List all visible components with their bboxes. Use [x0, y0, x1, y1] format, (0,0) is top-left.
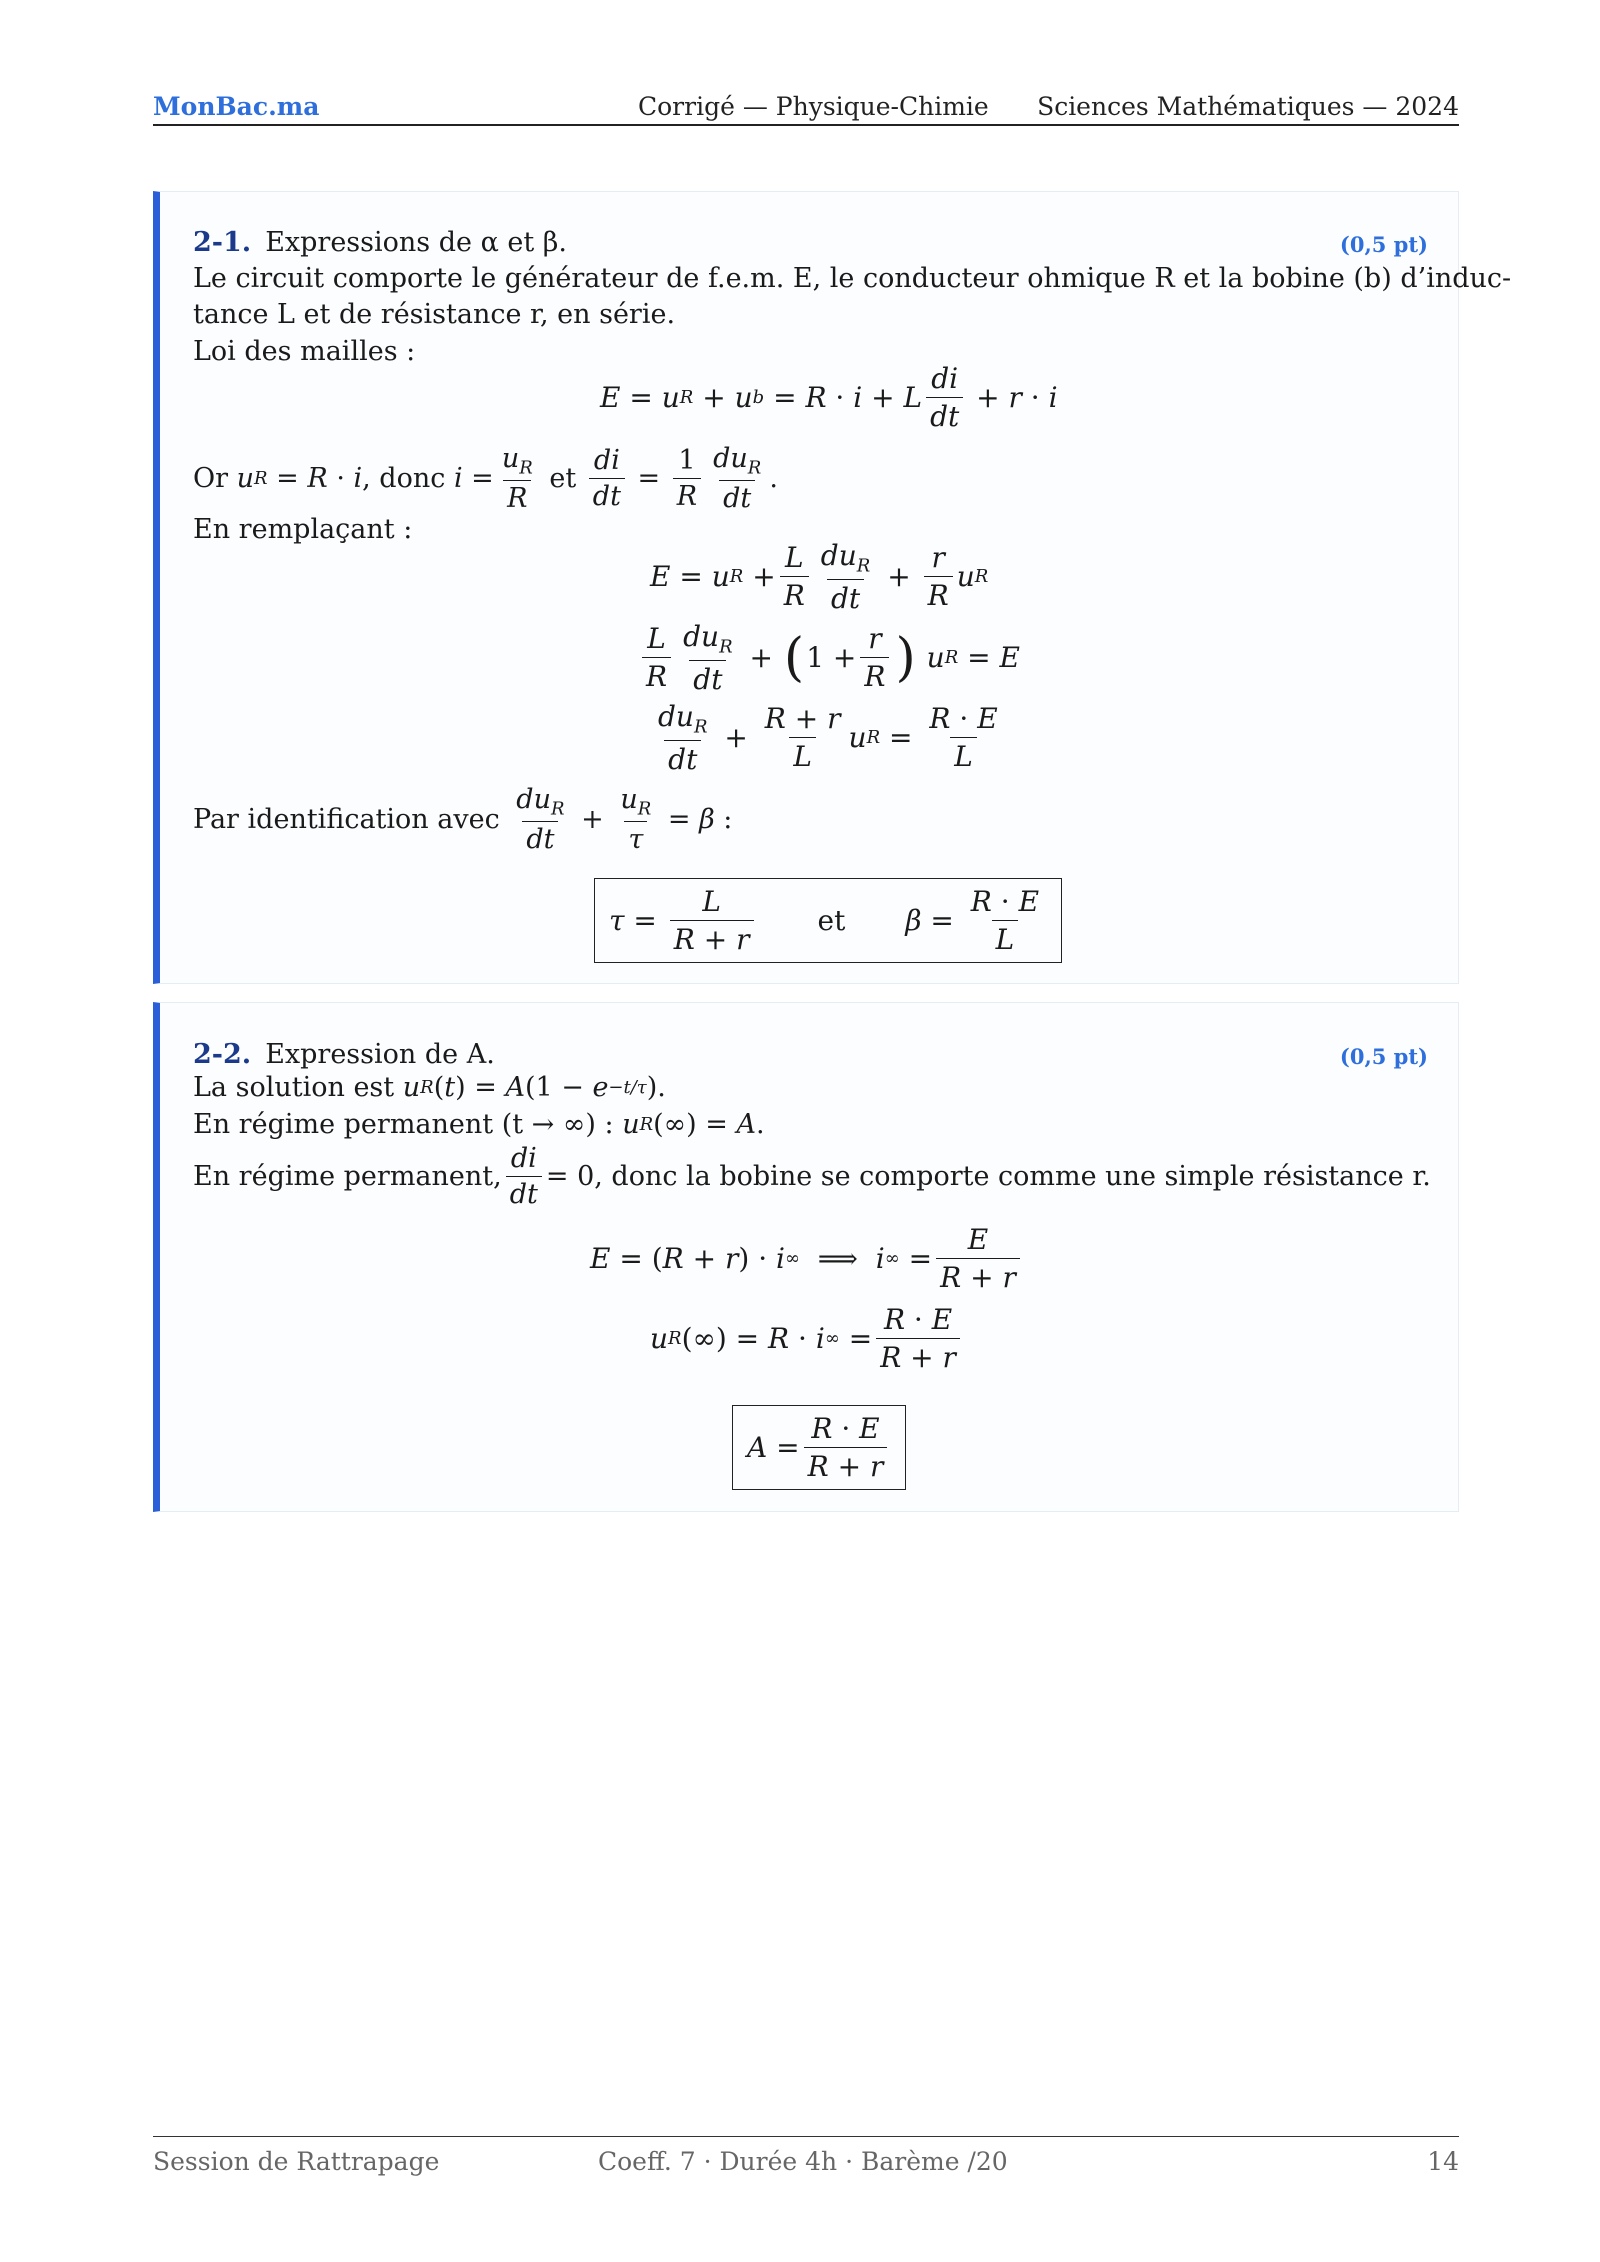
- question-number: 2-2.: [193, 1039, 252, 1070]
- paragraph-line: En régime permanent (t → ∞) : u R (∞) = A .: [193, 1109, 765, 1140]
- equation-current-limit: E = ( R + r ) · i ∞ ⟹ i ∞ = $\frac{E}{R + r}$: [590, 1223, 1024, 1294]
- page-footer: [153, 2136, 1459, 2186]
- points-badge: (0,5 pt): [1339, 232, 1428, 257]
- question-title: Expression de A.: [265, 1039, 495, 1070]
- result-box-A: A = $\frac{R \cdot E}{R + r}$: [732, 1405, 906, 1490]
- question-card-2-2: [153, 1002, 1459, 1512]
- page-header: [153, 88, 1459, 126]
- header-section: Sciences Mathématiques — 2024: [1037, 92, 1459, 121]
- question-heading: [193, 225, 567, 261]
- brand-logo[interactable]: MonBac.ma: [153, 92, 320, 121]
- question-title: Expressions de α et β.: [265, 227, 567, 258]
- footer-exam-info: Coeff. 7 · Durée 4h · Barème /20: [598, 2147, 1008, 2176]
- paragraph-line: Loi des mailles :: [193, 336, 416, 367]
- equation-mesh-law: E = u R + u b = R · i + L $\frac{di}{dt}$ + r · i: [600, 362, 1058, 433]
- result-box-tau-beta: τ = $\frac{L}{R + r}$ et β = $\frac{R \cdot E}{L}$: [594, 878, 1062, 963]
- equation-substitution: Or u R = R · i , donc i = $\frac{u_R}{R}$ et $\frac{di}{dt}$ = $\frac{1}{R}$ $\frac{du_R}{dt}$ .: [193, 443, 778, 515]
- paragraph-line: Le circuit comporte le générateur de f.e.m. E, le conducteur ohmique R et la bobine (b) d’induc-: [193, 263, 1512, 294]
- paragraph-line: En régime permanent, $\frac{di}{dt}$ = 0, donc la bobine se comporte comme une simple résistance r.: [193, 1143, 1431, 1210]
- equation-step-1: E = u R + $\frac{L}{R}$ $\frac{du_R}{dt}$ + $\frac{r}{R}$ u R: [650, 539, 989, 615]
- paragraph-line: tance L et de résistance r, en série.: [193, 299, 676, 330]
- paragraph-line: La solution est u R ( t ) = A (1 − e −t/τ ).: [193, 1072, 666, 1103]
- equation-identification: Par identification avec $\frac{du_R}{dt}$ + $\frac{u_R}{\tau}$ = β :: [193, 784, 733, 856]
- equation-step-3: $\frac{du_R}{dt}$ + $\frac{R + r}{L}$ u R = $\frac{R \cdot E}{L}$: [658, 700, 998, 776]
- footer-session: Session de Rattrapage: [153, 2147, 440, 2176]
- question-number: 2-1.: [193, 227, 252, 258]
- question-heading: [193, 1037, 495, 1073]
- equation-step-2: $\frac{L}{R}$ $\frac{du_R}{dt}$ + ( 1 + $\frac{r}{R}$ ) u R = E: [638, 620, 1020, 696]
- page-number: 14: [1427, 2147, 1459, 2176]
- equation-voltage-limit: u R (∞) = R · i ∞ = $\frac{R \cdot E}{R + r}$: [650, 1303, 964, 1374]
- points-badge: (0,5 pt): [1339, 1044, 1428, 1069]
- paragraph-line: En remplaçant :: [193, 514, 413, 545]
- header-subject: Corrigé — Physique-Chimie: [638, 92, 989, 121]
- question-card-2-1: [153, 191, 1512, 984]
